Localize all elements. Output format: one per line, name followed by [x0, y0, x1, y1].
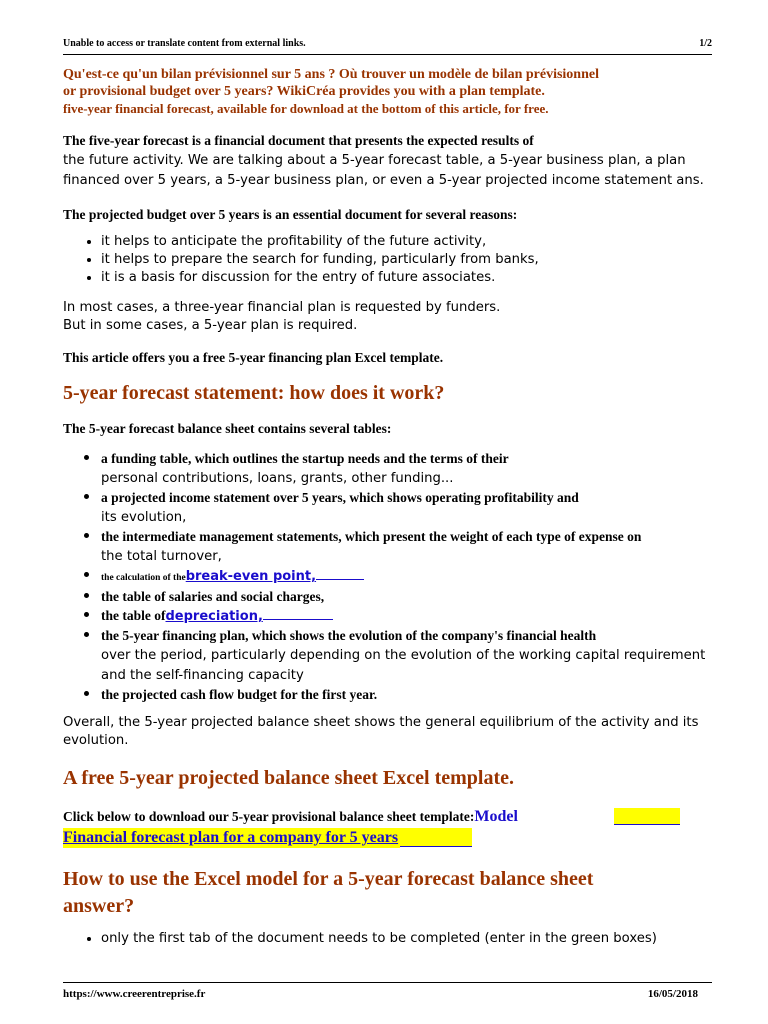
list-item-bold: the table of [101, 608, 166, 623]
list-item: • it helps to anticipate the profitability of the future activity, [101, 233, 718, 251]
paragraph-funders: In most cases, a three-year financial plan is requested by funders. But in some cases, a 5-year plan is required. [63, 300, 501, 333]
paragraph-reasons-intro: The projected budget over 5 years is an essential document for several reasons: [63, 207, 518, 222]
page-footer [63, 982, 712, 1003]
list-item [101, 606, 718, 626]
link-underline [263, 607, 333, 620]
list-item [101, 587, 718, 606]
list-item-bold: • the 5-year financing plan, which shows the evolution of the company's financial health [101, 628, 597, 643]
footer-url: https://www.creerentreprise.fr [63, 988, 206, 1000]
header-note: Unable to access or translate content from external links. [63, 38, 306, 49]
definition-bold: The five-year forecast is a financial document that presents the expected results of [63, 133, 534, 148]
break-even-point-link[interactable]: break-even point, [185, 569, 317, 584]
list-item [101, 449, 718, 488]
list-item-text: its evolution, [101, 510, 187, 525]
reasons-list [63, 233, 718, 287]
list-item: • it helps to prepare the search for funding, particularly from banks, [101, 251, 718, 269]
list-item: • only the first tab of the document needs to be completed (enter in the green boxes) [101, 930, 718, 948]
list-item-text: the total turnover, [101, 549, 222, 564]
article-body [63, 62, 718, 948]
paragraph-offer: This article offers you a free 5-year financing plan Excel template. [63, 350, 444, 365]
download-template-link[interactable]: Financial forecast plan for a company for 5 years [63, 829, 399, 846]
list-item [101, 527, 718, 566]
intro-line-1: Qu'est-ce qu'un bilan prévisionnel sur 5 ans ? Où trouver un modèle de bilan prévisionnel [63, 67, 599, 82]
page-number: 1/2 [699, 38, 712, 49]
highlight-mark [614, 808, 680, 825]
tables-list [63, 449, 718, 704]
download-lead: Click below to download our 5-year provisional balance sheet template: [63, 809, 475, 824]
list-item [101, 626, 718, 685]
definition-text: the future activity. We are talking about a 5-year forecast table, a 5-year business plan, a plan financed over 5 years, a 5-year business plan, or even a 5-year projected income statement ans. [63, 153, 704, 188]
list-item [101, 685, 718, 704]
list-item [101, 566, 718, 587]
intro-line-2: or provisional budget over 5 years? WikiCréa provides you with a plan template. [63, 84, 545, 99]
section-heading-usage: How to use the Excel model for a 5-year forecast balance sheet answer? [63, 868, 594, 917]
intro-paragraph [63, 66, 718, 117]
footer-date: 16/05/2018 [647, 988, 698, 1000]
depreciation-link[interactable]: depreciation, [165, 609, 263, 624]
intro-line-3: five-year financial forecast, available for download at the bottom of this article, for free. [63, 101, 549, 116]
list-item-text: over the period, particularly depending on the evolution of the working capital requirement and the self-financing capacity [101, 648, 706, 683]
paragraph-definition [63, 132, 718, 190]
list-item-bold: • the intermediate management statements, which present the weight of each type of expense on [101, 529, 642, 544]
list-item-text: the calculation of the [101, 573, 186, 583]
list-item [101, 488, 718, 527]
usage-list [63, 930, 718, 948]
highlight-mark [400, 828, 472, 847]
list-item: • it is a basis for discussion for the entry of future associates. [101, 269, 718, 287]
list-item-text: personal contributions, loans, grants, other funding... [101, 471, 454, 486]
list-item-bold: the table of salaries and social charges, [101, 589, 325, 604]
list-item-bold: • a projected income statement over 5 years, which shows operating profitability and [101, 490, 579, 505]
page-header [63, 36, 712, 55]
paragraph-overall: Overall, the 5-year projected balance sheet shows the general equilibrium of the activity and its evolution. [63, 715, 699, 748]
model-link[interactable]: Model [474, 808, 518, 825]
list-item-bold: • a funding table, which outlines the startup needs and the terms of their [101, 451, 509, 466]
link-underline [316, 567, 364, 580]
list-item-bold: the projected cash flow budget for the first year. [101, 687, 378, 702]
section-heading-template: A free 5-year projected balance sheet Excel template. [63, 767, 514, 789]
section-heading-how-it-works: 5-year forecast statement: how does it work? [63, 382, 445, 404]
paragraph-tables-intro: The 5-year forecast balance sheet contains several tables: [63, 421, 392, 436]
download-block [63, 806, 718, 848]
